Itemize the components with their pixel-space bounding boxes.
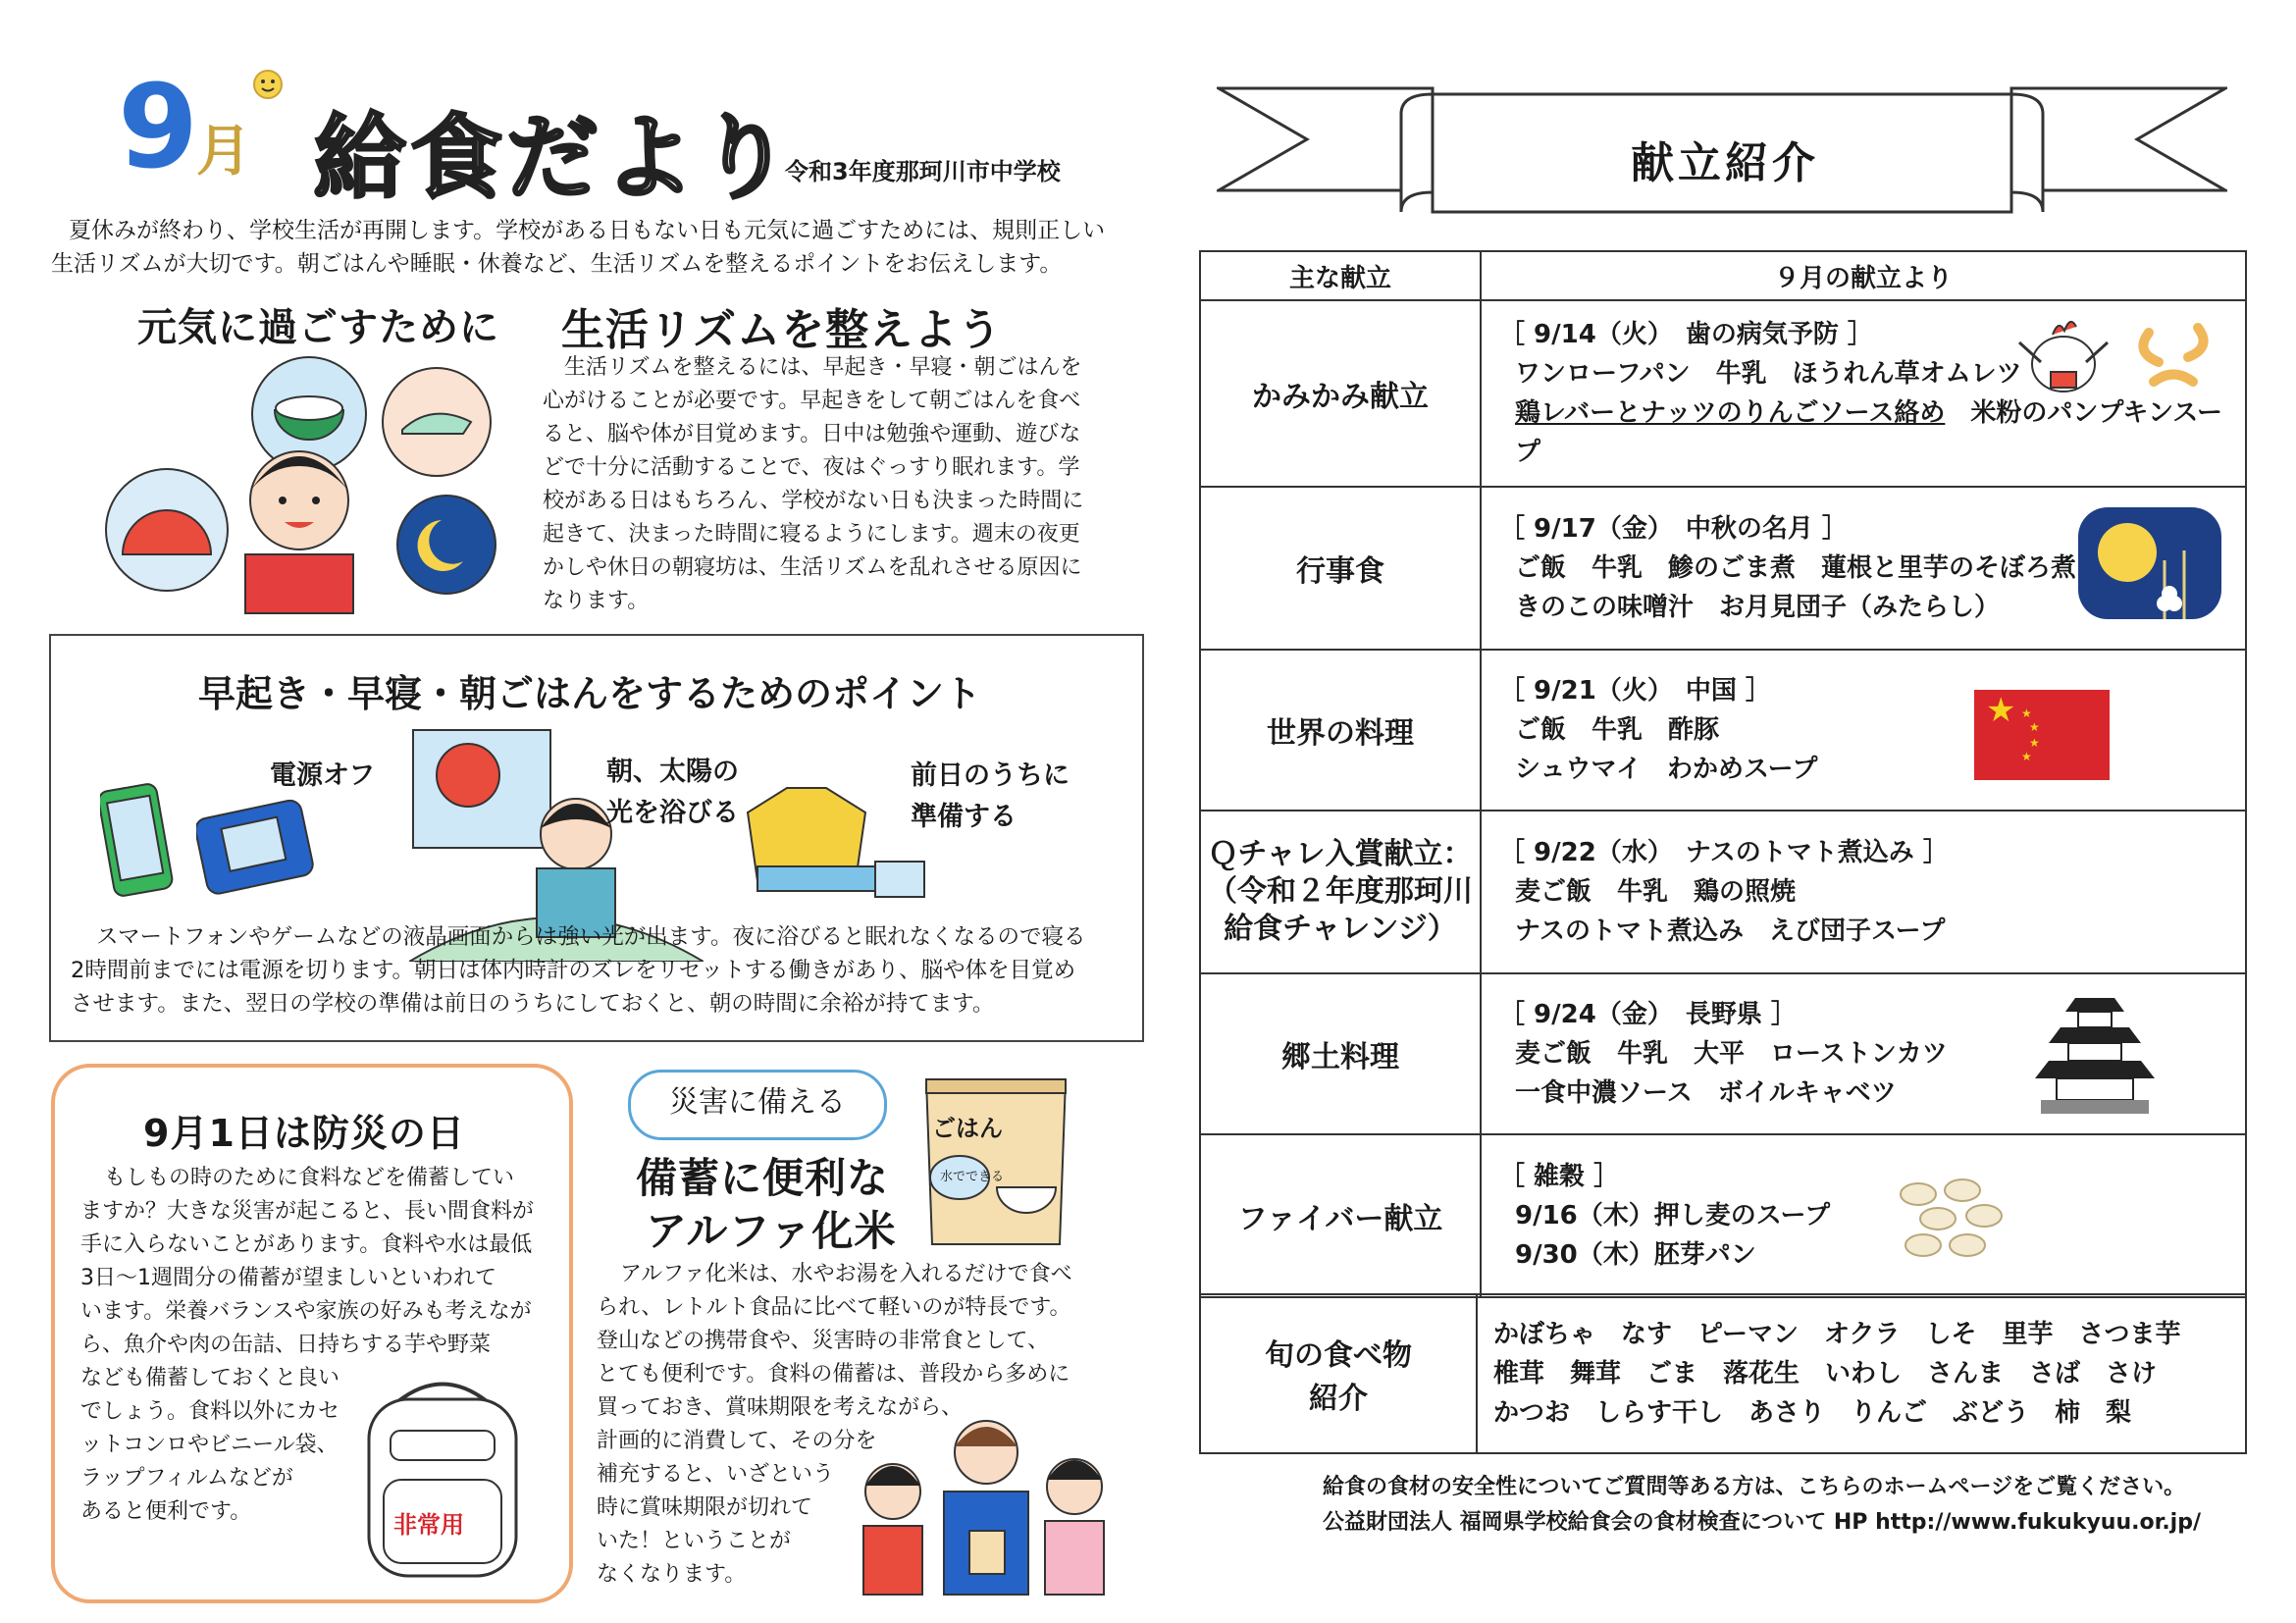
section1-line: 生活リズムを整えるには、早起き・早寝・朝ごはんを (564, 355, 1082, 380)
row-body (1481, 487, 2246, 650)
bousai-line: ットコンロやビニール袋、 (80, 1433, 339, 1457)
section1-line: かしや休日の朝寝坊は、生活リズムを乱れさせる原因に (543, 555, 1082, 580)
bousai-line: でしょう。食料以外にカセ (80, 1399, 340, 1424)
row-head: ［ 雑穀 ］ (1499, 1162, 1620, 1191)
menu-banner-title: 献立紹介 (1631, 138, 1819, 188)
row-head: ［ 9/22（水） ナスのトマト煮込み ］ (1499, 838, 1949, 867)
row-body (1481, 973, 2246, 1134)
menu-table-header (1200, 251, 2246, 300)
label-sunlight-1: 朝、太陽の (606, 757, 739, 787)
page-subtitle: 令和3年度那珂川市中学校 (785, 158, 1061, 185)
row-category (1200, 811, 1481, 973)
row-line: ナスのトマト煮込み えび団子スープ (1515, 916, 1946, 946)
bousai-line: ら、魚介や肉の缶詰、日持ちする芋や野菜 (80, 1333, 492, 1357)
family-illustration (854, 1413, 1128, 1599)
intro-line-1: 夏休みが終わり、学校生活が再開します。学校がある日もない日も元気に過ごすためには、規則正しい (69, 218, 1106, 243)
intro-line-2: 生活リズムが大切です。朝ごはんや睡眠・休養など、生活リズムを整えるポイントをお伝えします。 (51, 251, 1063, 277)
bousai-line: 手に入らないことがあります。食料や水は最低 (80, 1232, 533, 1257)
bousai-line: もしもの時のために食料などを備蓄してい (104, 1166, 515, 1190)
table-row (1200, 811, 2246, 973)
row-body (1481, 300, 2246, 487)
bousai-box (51, 1064, 573, 1603)
row-line: ご飯 牛乳 鯵のごま煮 蓮根と里芋のそぼろ煮 (1515, 553, 2077, 583)
seasonal-label (1200, 1294, 1477, 1453)
rooster-icon (2009, 313, 2117, 401)
row-head: ［ 9/17（金） 中秋の名月 ］ (1499, 514, 1848, 544)
row-line: ワンローフパン 牛乳 ほうれん草オムレツ (1515, 359, 2022, 389)
title-month: 9 (118, 59, 199, 194)
title-month-suffix: 月 (196, 120, 251, 183)
bousai-line: います。栄養バランスや家族の好みも考えなが (80, 1299, 532, 1324)
seasonal-line: 椎茸 舞茸 ごま 落花生 いわし さんま さば さけ (1493, 1359, 2158, 1388)
seasonal-label-line: 旬の食べ物 (1265, 1338, 1412, 1373)
points-line: させます。また、翌日の学校の準備は前日のうちにしておくと、朝の時間に余裕が持てます。 (71, 991, 995, 1017)
seasonal-table (1199, 1293, 2247, 1454)
table-row (1200, 300, 2246, 487)
alpha-line: 補充すると、いざという (597, 1462, 835, 1487)
row-category: 世界の料理 (1200, 650, 1481, 811)
section1-body (543, 351, 1092, 618)
row-body (1481, 1134, 2246, 1297)
label-prepare-2: 準備する (911, 802, 1017, 832)
alpha-heading-2: アルファ化米 (646, 1207, 897, 1255)
row-line: シュウマイ わかめスープ (1515, 755, 1818, 784)
pack-label-gohan: ごはん (932, 1115, 1003, 1142)
row-head: ［ 9/21（火） 中国 ］ (1499, 676, 1771, 706)
backpack-label: 非常用 (393, 1511, 464, 1539)
row-line-underlined: 鶏レバーとナッツのりんごソース絡め (1515, 398, 1946, 428)
seasonal-label-line: 紹介 (1309, 1382, 1368, 1416)
alpha-line: アルファ化米は、水やお湯を入れるだけで食べ (620, 1262, 1072, 1286)
table-row (1200, 487, 2246, 650)
table-row (1200, 973, 2246, 1134)
row-category-line: 給食チャレンジ） (1224, 912, 1457, 946)
section1-line: 校がある日はもちろん、学校がない日も決まった時間に (543, 489, 1084, 513)
pack-label-water: 水でできる (940, 1170, 1005, 1184)
moon-viewing-icon (2076, 505, 2223, 621)
footer-line-2: 公益財団法人 福岡県学校給食会の食材検査について HP http://www.fukukyuu.or.jp/ (1323, 1510, 2201, 1535)
smartphone-icon (100, 783, 179, 901)
bousai-line: 3日～1週間分の備蓄が望ましいといわれて (80, 1266, 496, 1290)
row-category: ファイバー献立 (1200, 1134, 1481, 1297)
cashew-nuts-icon (2129, 313, 2227, 411)
seasonal-body (1477, 1294, 2246, 1453)
section1-heading-right: 生活リズムを整えよう (561, 305, 1003, 355)
bousai-heading: 9月1日は防災の日 (143, 1112, 465, 1155)
row-category: 行事食 (1200, 487, 1481, 650)
footer-line-1: 給食の食材の安全性についてご質問等ある方は、こちらのホームページをご覧ください。 (1323, 1475, 2186, 1499)
game-console-icon (196, 793, 314, 901)
barley-grains-icon (1894, 1175, 2011, 1263)
col-menu: ９月の献立より (1481, 251, 2246, 300)
section1-heading-left: 元気に過ごすために (137, 305, 499, 350)
section1-line: どで十分に活動することで、夜はぐっすり眠れます。学 (543, 455, 1080, 480)
label-sunlight-2: 光を浴びる (606, 798, 739, 828)
row-category: 郷土料理 (1200, 973, 1481, 1134)
label-power-off: 電源オフ (270, 760, 376, 791)
bousai-line: なども備蓄しておくと良い (80, 1366, 340, 1390)
page-title: 給食だより (314, 105, 796, 212)
alpha-line: なくなります。 (597, 1562, 747, 1587)
alpha-line: いた！ということが (597, 1529, 792, 1553)
table-row (1200, 650, 2246, 811)
row-line: 9/30（木）胚芽パン (1515, 1240, 1756, 1270)
row-line: 麦ご飯 牛乳 大平 ローストンカツ (1515, 1039, 1948, 1069)
row-category-line: （令和２年度那珂川 (1208, 874, 1473, 909)
sun-face-icon (240, 59, 295, 108)
row-line: 麦ご飯 牛乳 鶏の照焼 (1515, 877, 1797, 907)
alpha-rice-pack-icon (913, 1070, 1079, 1256)
points-heading: 早起き・早寝・朝ごはんをするためのポイント (198, 672, 982, 715)
matsumoto-castle-icon (2031, 988, 2159, 1116)
row-line: ご飯 牛乳 酢豚 (1515, 715, 1720, 745)
section1-line: 起きて、決まった時間に寝るようにします。週末の夜更 (543, 522, 1080, 547)
table-row (1200, 1294, 2246, 1453)
row-category: かみかみ献立 (1200, 300, 1481, 487)
alpha-heading-1: 備蓄に便利な (636, 1154, 890, 1202)
bousai-line: ラップフィルムなどが (80, 1466, 293, 1491)
bousai-line: あると便利です。 (80, 1499, 252, 1524)
row-head: ［ 9/24（金） 長野県 ］ (1499, 1000, 1797, 1029)
menu-table (1199, 250, 2247, 1298)
section1-line: ると、脳や体が目覚めます。日中は勉強や運動、遊びな (543, 422, 1081, 446)
row-line (1499, 393, 2227, 472)
row-category-line: Ｑチャレ入賞献立： (1208, 837, 1473, 871)
emergency-backpack-icon (339, 1372, 546, 1588)
row-line: 9/16（木）押し麦のスープ (1515, 1201, 1831, 1230)
alpha-badge-label: 災害に備える (669, 1085, 846, 1120)
row-line: きのこの味噌汁 お月見団子（みたらし） (1515, 593, 2001, 622)
alpha-line: 計画的に消費して、その分を (597, 1429, 877, 1453)
section1-line: 心がけることが必要です。早起きをして朝ごはんを食べ (543, 389, 1081, 413)
seasonal-line: かぼちゃ なす ピーマン オクラ しそ 里芋 さつま芋 (1493, 1320, 2181, 1349)
row-body (1481, 650, 2246, 811)
seasonal-line: かつお しらす干し あさり りんご ぶどう 柿 梨 (1493, 1398, 2132, 1428)
row-body (1481, 811, 2246, 973)
folded-clothes-illustration (738, 773, 934, 911)
points-line: 2時間前までには電源を切ります。朝日は体内時計のズレをリセットする働きがあり、脳や体を目覚め (71, 958, 1076, 983)
section1-line: なります。 (543, 589, 650, 613)
china-flag-icon: ★ ★ ★ ★ ★ (1974, 690, 2110, 780)
row-line: 一食中濃ソース ボイルキャベツ (1515, 1078, 1897, 1108)
col-category: 主な献立 (1200, 251, 1481, 300)
alpha-line: とても便利です。食料の備蓄は、普段から多めに (597, 1362, 1070, 1387)
label-prepare-1: 前日のうちに (911, 760, 1070, 791)
points-body (71, 920, 1130, 1021)
row-line-rest: 米粉のパンプキンスープ (1515, 398, 2222, 467)
rhythm-illustration (98, 353, 500, 618)
alpha-line: 登山などの携帯食や、災害時の非常食として、 (597, 1329, 1050, 1353)
table-row (1200, 1134, 2246, 1297)
alpha-line: 時に賞味期限が切れて (597, 1495, 813, 1520)
alpha-line: られ、レトルト食品に比べて軽いのが特長です。 (597, 1295, 1071, 1320)
bousai-line: ますか？大きな災害が起こると、長い間食料が (80, 1199, 535, 1224)
alpha-badge (628, 1070, 887, 1140)
alpha-line: 買っておき、賞味期限を考えながら、 (597, 1395, 964, 1420)
points-box (49, 634, 1144, 1042)
points-line: スマートフォンやゲームなどの液晶画面からは強い光が出ます。夜に浴びると眠れなくなるので寝る (96, 924, 1086, 950)
row-head: ［ 9/14（火） 歯の病気予防 ］ (1499, 320, 1873, 349)
